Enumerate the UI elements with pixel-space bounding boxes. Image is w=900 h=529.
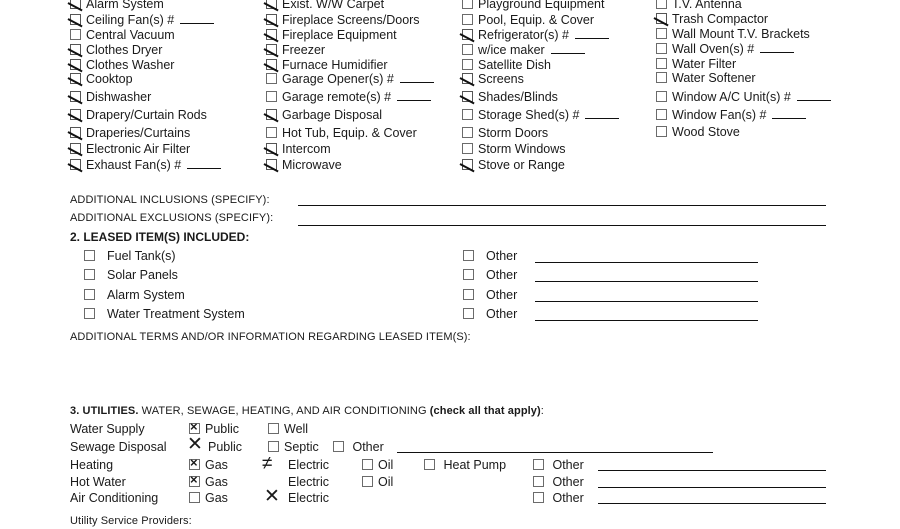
hot-water-oil-checkbox[interactable] [362, 476, 373, 487]
checklist-item[interactable] [70, 28, 175, 43]
leased-checkbox[interactable] [84, 250, 95, 261]
checklist-label: Furnace Humidifier [282, 58, 388, 72]
checklist-item[interactable] [462, 72, 524, 87]
ac-electric-mark-icon[interactable]: ✕ [264, 486, 280, 507]
checklist-checkbox[interactable] [656, 43, 667, 54]
hot-water-gas-option[interactable] [189, 475, 228, 490]
checklist-checkbox[interactable] [462, 143, 473, 154]
checklist-label: Wood Stove [672, 125, 740, 139]
checklist-label: Storm Doors [478, 126, 549, 140]
hot-water-gas-label: Gas [205, 475, 228, 489]
checklist-item[interactable] [266, 90, 431, 105]
checklist-label: Trash Compactor [672, 12, 769, 26]
checklist-item[interactable] [656, 0, 742, 12]
heating-other-line[interactable] [598, 470, 826, 471]
checklist-item[interactable] [266, 13, 420, 28]
leased-item[interactable] [84, 268, 178, 283]
checklist-checkbox[interactable] [70, 127, 81, 138]
checklist-label: Storm Windows [478, 142, 566, 156]
sewage-public-label: Public [208, 440, 243, 454]
checklist-checkbox[interactable] [656, 109, 667, 120]
hot-water-other-label: Other [552, 475, 584, 489]
sewage-septic-checkbox[interactable] [268, 441, 279, 452]
sewage-disposal-label: Sewage Disposal [70, 440, 167, 454]
hot-water-other-line[interactable] [598, 487, 826, 488]
hot-water-oil-option[interactable] [362, 475, 393, 490]
checklist-label: Clothes Washer [86, 58, 175, 72]
checklist-label: Water Softener [672, 71, 756, 85]
checklist-label: Ceiling Fan(s) # [86, 13, 175, 27]
hot-water-label: Hot Water [70, 475, 126, 489]
leased-item[interactable] [84, 249, 176, 264]
checklist-checkbox[interactable] [462, 0, 473, 9]
checklist-checkbox[interactable] [70, 143, 81, 154]
hot-water-other-checkbox[interactable] [533, 476, 544, 487]
quantity-blank[interactable] [397, 90, 431, 101]
checklist-checkbox[interactable] [70, 14, 81, 25]
water-well-label: Well [284, 422, 309, 436]
leased-other-checkbox[interactable] [463, 250, 474, 261]
checklist-item[interactable] [266, 0, 384, 12]
leased-terms-label: ADDITIONAL TERMS AND/OR INFORMATION REGARDING LEASED ITEM(S): [70, 331, 471, 343]
checklist-item[interactable] [266, 72, 434, 87]
water-public-checkbox[interactable] [189, 423, 200, 434]
checklist-item[interactable] [462, 158, 565, 173]
checklist-item[interactable] [70, 126, 190, 141]
checklist-item[interactable] [462, 90, 558, 105]
checklist-item[interactable] [70, 90, 151, 105]
checklist-checkbox[interactable] [266, 29, 277, 40]
checklist-checkbox[interactable] [656, 126, 667, 137]
checklist-checkbox[interactable] [266, 44, 277, 55]
water-well-option[interactable] [268, 422, 308, 437]
checklist-checkbox[interactable] [462, 91, 473, 102]
checklist-checkbox[interactable] [266, 73, 277, 84]
checklist-item[interactable] [656, 57, 736, 72]
ac-other-checkbox[interactable] [533, 492, 544, 503]
heating-heat-pump-checkbox[interactable] [424, 459, 435, 470]
checklist-item[interactable] [462, 108, 619, 123]
leased-other-item[interactable] [463, 288, 517, 303]
checklist-checkbox[interactable] [70, 159, 81, 170]
checklist-item[interactable] [656, 12, 768, 27]
checklist-checkbox[interactable] [70, 59, 81, 70]
heating-other-checkbox[interactable] [533, 459, 544, 470]
leased-other-checkbox[interactable] [463, 289, 474, 300]
heating-heat-pump-label: Heat Pump [443, 458, 507, 472]
checklist-label: Wall Mount T.V. Brackets [672, 27, 810, 41]
quantity-blank[interactable] [575, 28, 609, 39]
checklist-checkbox[interactable] [266, 127, 277, 138]
checklist-item[interactable] [266, 28, 397, 43]
checklist-label: Dishwasher [86, 90, 152, 104]
air-conditioning-label: Air Conditioning [70, 491, 159, 505]
leased-other-label: Other [486, 307, 518, 321]
checklist-label: Exhaust Fan(s) # [86, 158, 182, 172]
leased-checkbox[interactable] [84, 308, 95, 319]
checklist-checkbox[interactable] [70, 29, 81, 40]
checklist-checkbox[interactable] [656, 91, 667, 102]
checklist-item[interactable] [70, 0, 164, 12]
checklist-item[interactable] [70, 108, 207, 123]
quantity-blank[interactable] [551, 43, 585, 54]
additional-exclusions-label: ADDITIONAL EXCLUSIONS (SPECIFY): [70, 212, 274, 224]
checklist-checkbox[interactable] [656, 13, 667, 24]
checklist-item[interactable] [70, 13, 214, 28]
quantity-blank[interactable] [760, 42, 794, 53]
checklist-checkbox[interactable] [70, 109, 81, 120]
hot-water-electric-label: Electric [288, 475, 329, 489]
leased-other-item[interactable] [463, 249, 517, 264]
heating-oil-checkbox[interactable] [362, 459, 373, 470]
heating-gas-label: Gas [205, 458, 228, 472]
sewage-public-mark-icon[interactable]: ✕ [187, 434, 203, 455]
hot-water-oil-label: Oil [378, 475, 394, 489]
leased-item[interactable] [84, 288, 185, 303]
utilities-heading-number: 3. UTILITIES. [70, 405, 139, 417]
checklist-item[interactable] [266, 158, 342, 173]
heating-heat-pump-option[interactable] [424, 458, 506, 473]
sewage-other-label: Other [352, 440, 384, 454]
checklist-label: Draperies/Curtains [86, 126, 191, 140]
checklist-checkbox[interactable] [462, 29, 473, 40]
leased-checkbox[interactable] [84, 269, 95, 280]
checklist-checkbox[interactable] [656, 28, 667, 39]
checklist-label: Central Vacuum [86, 28, 175, 42]
quantity-blank[interactable] [797, 90, 831, 101]
ac-gas-option[interactable] [189, 491, 228, 506]
checklist-checkbox[interactable] [656, 0, 667, 9]
quantity-blank[interactable] [180, 13, 214, 24]
checklist-checkbox[interactable] [266, 0, 277, 9]
ac-gas-checkbox[interactable] [189, 492, 200, 503]
ac-gas-label: Gas [205, 491, 228, 505]
heating-other-option[interactable] [533, 458, 584, 473]
checklist-item[interactable] [266, 43, 325, 58]
checklist-label: Garage Opener(s) # [282, 72, 394, 86]
heating-oil-option[interactable] [362, 458, 393, 473]
checklist-label: Stove or Range [478, 158, 565, 172]
checklist-label: Fireplace Screens/Doors [282, 13, 420, 27]
checklist-label: Electronic Air Filter [86, 142, 191, 156]
checklist-label: Window Fan(s) # [672, 108, 767, 122]
checklist-checkbox[interactable] [266, 59, 277, 70]
checklist-label: Clothes Dryer [86, 43, 163, 57]
leased-label: Solar Panels [107, 268, 178, 282]
heating-label: Heating [70, 458, 114, 472]
checklist-label: Garbage Disposal [282, 108, 383, 122]
checklist-checkbox[interactable] [266, 91, 277, 102]
checklist-item[interactable] [70, 58, 174, 73]
checklist-item[interactable] [266, 58, 388, 73]
checklist-item[interactable] [70, 158, 221, 173]
checklist-label: Storage Shed(s) # [478, 108, 580, 122]
checklist-item[interactable] [462, 0, 604, 12]
checklist-item[interactable] [462, 43, 585, 58]
leased-other-line[interactable] [535, 301, 758, 302]
checklist-label: Refrigerator(s) # [478, 28, 569, 42]
checklist-label: Satellite Dish [478, 58, 551, 72]
checklist-checkbox[interactable] [656, 58, 667, 69]
heating-oil-label: Oil [378, 458, 394, 472]
leased-other-label: Other [486, 249, 518, 263]
utilities-heading-check: (check all that apply) [429, 405, 541, 417]
heating-electric-label: Electric [288, 458, 329, 472]
ac-electric-label: Electric [288, 491, 329, 505]
checklist-label: Shades/Blinds [478, 90, 558, 104]
checklist-item[interactable] [462, 13, 594, 28]
checklist-item[interactable] [70, 72, 133, 87]
additional-inclusions-line[interactable] [298, 205, 826, 206]
checklist-label: Window A/C Unit(s) # [672, 90, 791, 104]
checklist-checkbox[interactable] [462, 127, 473, 138]
checklist-item[interactable] [462, 126, 548, 141]
checklist-item[interactable] [656, 71, 756, 86]
checklist-item[interactable] [462, 28, 609, 43]
checklist-item[interactable] [266, 108, 382, 123]
additional-inclusions-label: ADDITIONAL INCLUSIONS (SPECIFY): [70, 194, 270, 206]
checklist-checkbox[interactable] [266, 109, 277, 120]
sewage-other-line[interactable] [397, 452, 713, 453]
leased-other-checkbox[interactable] [463, 308, 474, 319]
checklist-label: Pool, Equip. & Cover [478, 13, 595, 27]
water-well-checkbox[interactable] [268, 423, 279, 434]
checklist-checkbox[interactable] [70, 0, 81, 9]
utilities-heading [70, 405, 544, 417]
hot-water-other-option[interactable] [533, 475, 584, 490]
checklist-checkbox[interactable] [462, 14, 473, 25]
water-supply-label: Water Supply [70, 422, 145, 436]
checklist-item[interactable] [656, 42, 794, 57]
leased-label: Water Treatment System [107, 307, 245, 321]
checklist-checkbox[interactable] [266, 143, 277, 154]
checklist-label: Intercom [282, 142, 331, 156]
checklist-item[interactable] [656, 27, 810, 42]
leased-item[interactable] [84, 307, 245, 322]
leased-other-label: Other [486, 268, 518, 282]
heating-gas-option[interactable] [189, 458, 228, 473]
checklist-item[interactable] [656, 90, 831, 105]
heating-electric-mark-icon[interactable]: ≠ [262, 453, 273, 474]
checklist-label: Fireplace Equipment [282, 28, 397, 42]
checklist-checkbox[interactable] [656, 72, 667, 83]
utilities-heading-colon: : [540, 405, 544, 417]
checklist-label: Garage remote(s) # [282, 90, 392, 104]
checklist-item[interactable] [70, 142, 190, 157]
utility-providers-label: Utility Service Providers: [70, 515, 192, 527]
checklist-checkbox[interactable] [462, 109, 473, 120]
checklist-checkbox[interactable] [266, 14, 277, 25]
ac-other-option[interactable] [533, 491, 584, 506]
sewage-septic-label: Septic [284, 440, 319, 454]
heating-other-label: Other [552, 458, 584, 472]
ac-other-label: Other [552, 491, 584, 505]
quantity-blank[interactable] [400, 72, 434, 83]
checklist-label: Screens [478, 72, 524, 86]
checklist-label: Exist. W/W Carpet [282, 0, 385, 11]
quantity-blank[interactable] [772, 108, 806, 119]
leased-label: Alarm System [107, 288, 185, 302]
checklist-label: Playground Equipment [478, 0, 605, 11]
checklist-label: Freezer [282, 43, 326, 57]
checklist-label: Microwave [282, 158, 342, 172]
leased-items-heading: 2. LEASED ITEM(S) INCLUDED: [70, 230, 250, 244]
heating-gas-checkbox[interactable] [189, 459, 200, 470]
checklist-label: Drapery/Curtain Rods [86, 108, 207, 122]
checklist-checkbox[interactable] [462, 159, 473, 170]
checklist-checkbox[interactable] [266, 159, 277, 170]
checklist-checkbox[interactable] [70, 91, 81, 102]
leased-other-label: Other [486, 288, 518, 302]
leased-other-checkbox[interactable] [463, 269, 474, 280]
sewage-septic-option[interactable] [268, 440, 319, 455]
quantity-blank[interactable] [585, 108, 619, 119]
leased-other-item[interactable] [463, 307, 517, 322]
sewage-other-option[interactable] [333, 440, 384, 455]
checklist-item[interactable] [266, 142, 331, 157]
checklist-item[interactable] [656, 125, 740, 140]
checklist-label: Water Filter [672, 57, 737, 71]
utilities-heading-text: WATER, SEWAGE, HEATING, AND AIR CONDITIONING [138, 405, 430, 417]
leased-checkbox[interactable] [84, 289, 95, 300]
hot-water-gas-checkbox[interactable] [189, 476, 200, 487]
checklist-item[interactable] [70, 43, 162, 58]
leased-label: Fuel Tank(s) [107, 249, 176, 263]
quantity-blank[interactable] [187, 158, 221, 169]
checklist-item[interactable] [266, 126, 417, 141]
checklist-checkbox[interactable] [70, 73, 81, 84]
checklist-label: w/ice maker [478, 43, 545, 57]
checklist-checkbox[interactable] [462, 44, 473, 55]
water-public-label: Public [205, 422, 240, 436]
checklist-checkbox[interactable] [70, 44, 81, 55]
ac-other-line[interactable] [598, 503, 826, 504]
checklist-label: T.V. Antenna [672, 0, 742, 11]
leased-other-line[interactable] [535, 320, 758, 321]
checklist-item[interactable] [656, 108, 806, 123]
sewage-other-checkbox[interactable] [333, 441, 344, 452]
leased-other-line[interactable] [535, 281, 758, 282]
leased-other-line[interactable] [535, 262, 758, 263]
checklist-label: Hot Tub, Equip. & Cover [282, 126, 417, 140]
leased-other-item[interactable] [463, 268, 517, 283]
checklist-checkbox[interactable] [462, 73, 473, 84]
additional-exclusions-line[interactable] [298, 225, 826, 226]
checklist-item[interactable] [462, 58, 551, 73]
checklist-label: Cooktop [86, 72, 133, 86]
checklist-item[interactable] [462, 142, 566, 157]
checklist-label: Alarm System [86, 0, 164, 11]
checklist-checkbox[interactable] [462, 59, 473, 70]
checklist-label: Wall Oven(s) # [672, 42, 755, 56]
